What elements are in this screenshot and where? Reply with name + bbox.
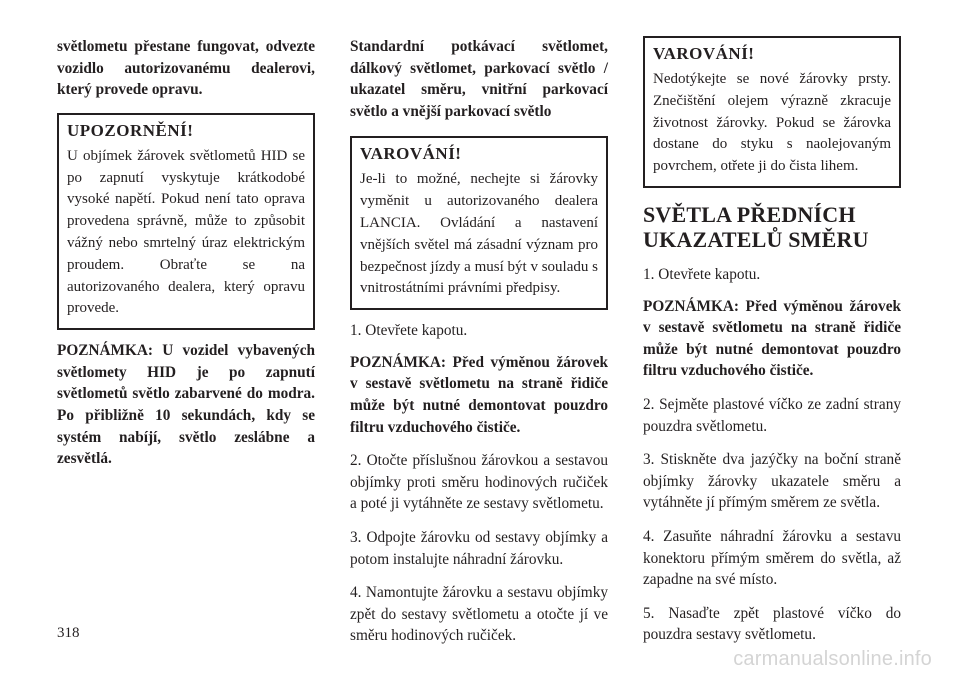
step-1: 1. Otevřete kapotu. <box>643 265 761 283</box>
caution-box <box>57 113 315 330</box>
warning-box <box>350 136 608 310</box>
step-3: 3. Odpojte žárovku od sestavy objímky a potom instalujte náhradní žárovku. <box>350 528 608 568</box>
step-4: 4. Zasuňte náhradní žárovku a sestavu konektoru přímým směrem do světla, až zapadne na své místo. <box>643 527 901 589</box>
step-4: 4. Namontujte žárovku a sestavu objímky zpět do sestavy světlometu a otočte jí ve směru hodinových ručiček. <box>350 584 608 645</box>
intro-paragraph: světlometu přestane fungovat, odvezte vozidlo autorizovanému dealerovi, který provede opravu. <box>57 38 315 99</box>
column-right <box>643 36 901 658</box>
warning-title: VAROVÁNÍ! <box>360 144 462 164</box>
section-subheading: Standardní potkávací světlomet, dálkový světlomet, parkovací světlo / ukazatel směru, vnitřní parkovací světlo a vnější parkovací světlo <box>350 38 608 120</box>
warning-text: Je-li to možné, nechejte si žárovky vyměnit u autorizovaného dealera LANCIA. Ovládání a nastavení vnějších světel má zásadní význam pro bezpečnost jízdy a musí být v souladu s vnitrostátními právními předpisy. <box>360 171 598 297</box>
section-title: SVĚTLA PŘEDNÍCH UKAZATELŮ SMĚRU <box>643 201 869 252</box>
note-paragraph: POZNÁMKA: Před výměnou žárovek v sestavě světlometu na straně řidiče může být nutné demontovat pouzdro filtru vzduchového čističe. <box>350 353 608 436</box>
step-2: 2. Otočte příslušnou žárovkou a sestavou objímky proti směru hodinových ručiček a poté ji vytáhněte ze sestavy světlometu. <box>350 452 608 513</box>
step-1: 1. Otevřete kapotu. <box>350 322 468 340</box>
page-number: 318 <box>57 625 80 641</box>
warning-title: VAROVÁNÍ! <box>653 44 755 63</box>
column-left <box>57 36 315 482</box>
caution-text: U objímek žárovek světlometů HID se po zapnutí vyskytuje krátkodobé vysoké napětí. Pokud není tato oprava provedena správně, může to způsobit vážný nebo smrtelný úraz elektrickým proudem. Obraťte se na autorizovaného dealera, který opravu provede. <box>67 147 305 317</box>
watermark: carmanualsonline.info <box>733 648 932 670</box>
caution-title: UPOZORNĚNÍ! <box>67 120 194 140</box>
note-paragraph: POZNÁMKA: Před výměnou žárovek v sestavě světlometu na straně řidiče může být nutné demontovat pouzdro filtru vzduchového čističe. <box>643 297 901 380</box>
warning-box <box>643 36 901 188</box>
step-2: 2. Sejměte plastové víčko ze zadní strany pouzdra světlometu. <box>643 395 901 435</box>
step-3: 3. Stiskněte dva jazýčky na boční straně objímky žárovky ukazatele směru a vytáhněte jí přímým směrem ze světla. <box>643 451 901 512</box>
hid-note: POZNÁMKA: U vozidel vybavených světlomety HID je po zapnutí světlometů světlo zabarvené do modra. Po přibližně 10 sekundách, kdy se systém nabíjí, světlo zeslábne a zesvětlá. <box>57 342 315 468</box>
column-middle <box>350 36 608 659</box>
warning-text: Nedotýkejte se nové žárovky prsty. Znečištění olejem výrazně zkracuje životnost žárovky. Pokud se žárovka dostane do styku s naolejovaným povrchem, otřete ji do čista lihem. <box>653 71 891 175</box>
step-5: 5. Nasaďte zpět plastové víčko do pouzdra sestavy světlometu. <box>643 604 901 644</box>
